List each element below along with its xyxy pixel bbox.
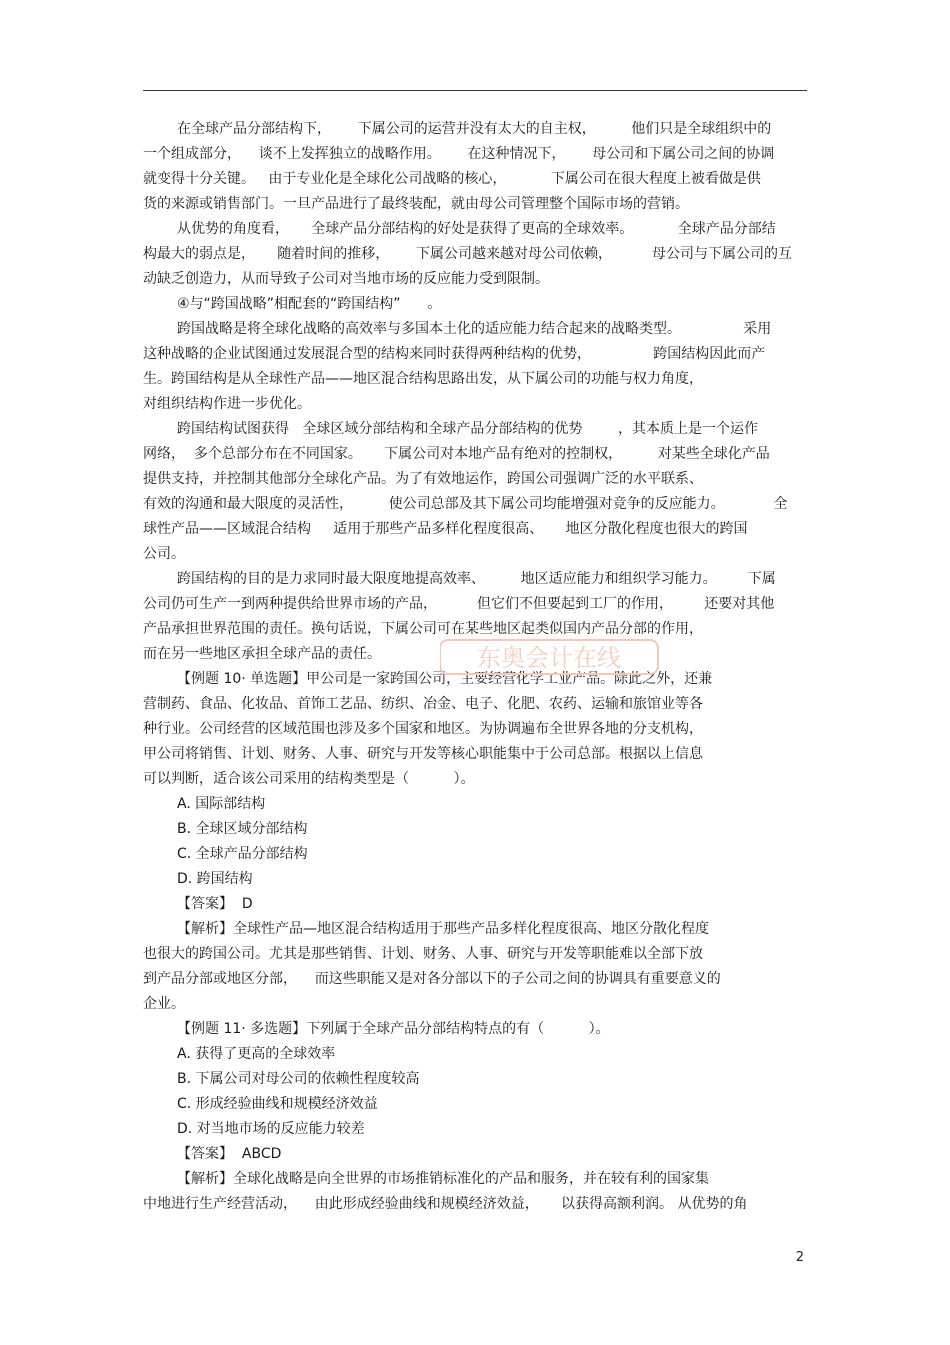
text-line: 企业。: [143, 996, 185, 1012]
text-line: ④与“跨国战略”相配套的“跨国结构” 。: [177, 296, 442, 312]
text-line: 【解析】全球性产品—地区混合结构适用于那些产品多样化程度很高、地区分散化程度: [177, 921, 709, 937]
text-line: 从优势的角度看， 全球产品分部结构的好处是获得了更高的全球效率。 全球产品分部结: [177, 221, 776, 237]
text-line: B. 下属公司对母公司的依赖性程度较高: [177, 1071, 420, 1087]
text-line: 有效的沟通和最大限度的灵活性， 使公司总部及其下属公司均能增强对竞争的反应能力。 全: [143, 496, 788, 512]
text-line: 【答案】 D: [177, 896, 253, 912]
text-line: 货的来源或销售部门。一旦产品进行了最终装配，就由母公司管理整个国际市场的营销。: [143, 196, 689, 212]
text-line: 球性产品——区域混合结构 适用于那些产品多样化程度很高、 地区分散化程度也很大的跨国: [143, 521, 748, 537]
text-line: 甲公司将销售、计划、财务、人事、研究与开发等核心职能集中于公司总部。根据以上信息: [143, 746, 703, 762]
text-line: 一个组成部分， 谈不上发挥独立的战略作用。 在这种情况下， 母公司和下属公司之间的协调: [143, 146, 775, 162]
text-line: 跨国结构的目的是力求同时最大限度地提高效率、 地区适应能力和组织学习能力。 下属: [177, 571, 776, 587]
text-line: 生。跨国结构是从全球性产品——地区混合结构思路出发，从下属公司的功能与权力角度，: [143, 371, 703, 387]
text-line: D. 跨国结构: [177, 871, 253, 887]
text-line: 在全球产品分部结构下， 下属公司的运营并没有太大的自主权， 他们只是全球组织中的: [177, 121, 772, 137]
text-line: 提供支持，并控制其他部分全球化产品。为了有效地运作，跨国公司强调广泛的水平联系、: [143, 471, 703, 487]
document-body: [143, 117, 807, 1217]
page-number: 2: [795, 1250, 804, 1265]
text-line: 跨国战略是将全球化战略的高效率与多国本土化的适应能力结合起来的战略类型。 采用: [177, 321, 772, 337]
text-line: 这种战略的企业试图通过发展混合型的结构来同时获得两种结构的优势， 跨国结构因此而产: [143, 346, 766, 362]
text-line: 也很大的跨国公司。尤其是那些销售、计划、财务、人事、研究与开发等职能难以全部下放: [143, 946, 703, 962]
text-line: D. 对当地市场的反应能力较差: [177, 1121, 365, 1137]
text-line: 到产品分部或地区分部， 而这些职能又是对各分部以下的子公司之间的协调具有重要意义的: [143, 971, 721, 987]
text-line: 动缺乏创造力，从而导致子公司对当地市场的反应能力受到限制。: [143, 271, 549, 287]
text-line: C. 形成经验曲线和规模经济效益: [177, 1096, 378, 1112]
text-line: 构最大的弱点是， 随着时间的推移， 下属公司越来越对母公司依赖， 母公司与下属公司的互: [143, 246, 793, 262]
text-line: 就变得十分关键。 由于专业化是全球化公司战略的核心， 下属公司在很大程度上被看做是供: [143, 171, 761, 187]
text-line: 产品承担世界范围的责任。换句话说，下属公司可在某些地区起类似国内产品分部的作用，: [143, 621, 703, 637]
text-line: 中地进行生产经营活动， 由此形成经验曲线和规模经济效益， 以获得高额利润。 从优势的角: [143, 1196, 748, 1212]
text-line: 【例题 11· 多选题】下列属于全球产品分部结构特点的有（ ）。: [177, 1021, 610, 1037]
text-line: C. 全球产品分部结构: [177, 846, 308, 862]
text-line: 【答案】 ABCD: [177, 1146, 282, 1162]
text-line: 对组织结构作进一步优化。: [143, 396, 311, 412]
text-line: 【例题 10· 单选题】甲公司是一家跨国公司，主要经营化学工业产品。除此之外，还兼: [177, 671, 713, 687]
text-line: B. 全球区域分部结构: [177, 821, 308, 837]
text-line: A. 获得了更高的全球效率: [177, 1046, 336, 1062]
text-line: 种行业。公司经营的区域范围也涉及多个国家和地区。为协调遍布全世界各地的分支机构，: [143, 721, 703, 737]
text-line: 而在另一些地区承担全球产品的责任。: [143, 646, 381, 662]
svg-text:东奥会计在线: 东奥会计在线: [477, 644, 621, 672]
text-line: 可以判断，适合该公司采用的结构类型是（ ）。: [143, 771, 475, 787]
text-line: 【解析】全球化战略是向全世界的市场推销标准化的产品和服务，并在较有利的国家集: [177, 1171, 709, 1187]
text-line: 营制药、食品、化妆品、首饰工艺品、纺织、冶金、电子、化肥、农药、运输和旅馆业等各: [143, 696, 703, 712]
text-line: 跨国结构试图获得 全球区域分部结构和全球产品分部结构的优势 ，其本质上是一个运作: [177, 421, 758, 437]
text-line: 公司仍可生产一到两种提供给世界市场的产品， 但它们不但要起到工厂的作用， 还要对其他: [143, 596, 775, 612]
text-line: 公司。: [143, 546, 185, 562]
text-line: 网络， 多个总部分布在不同国家。 下属公司对本地产品有绝对的控制权， 对某些全球化产品: [143, 446, 770, 462]
text-line: A. 国际部结构: [177, 796, 266, 812]
header-rule: [143, 90, 807, 91]
